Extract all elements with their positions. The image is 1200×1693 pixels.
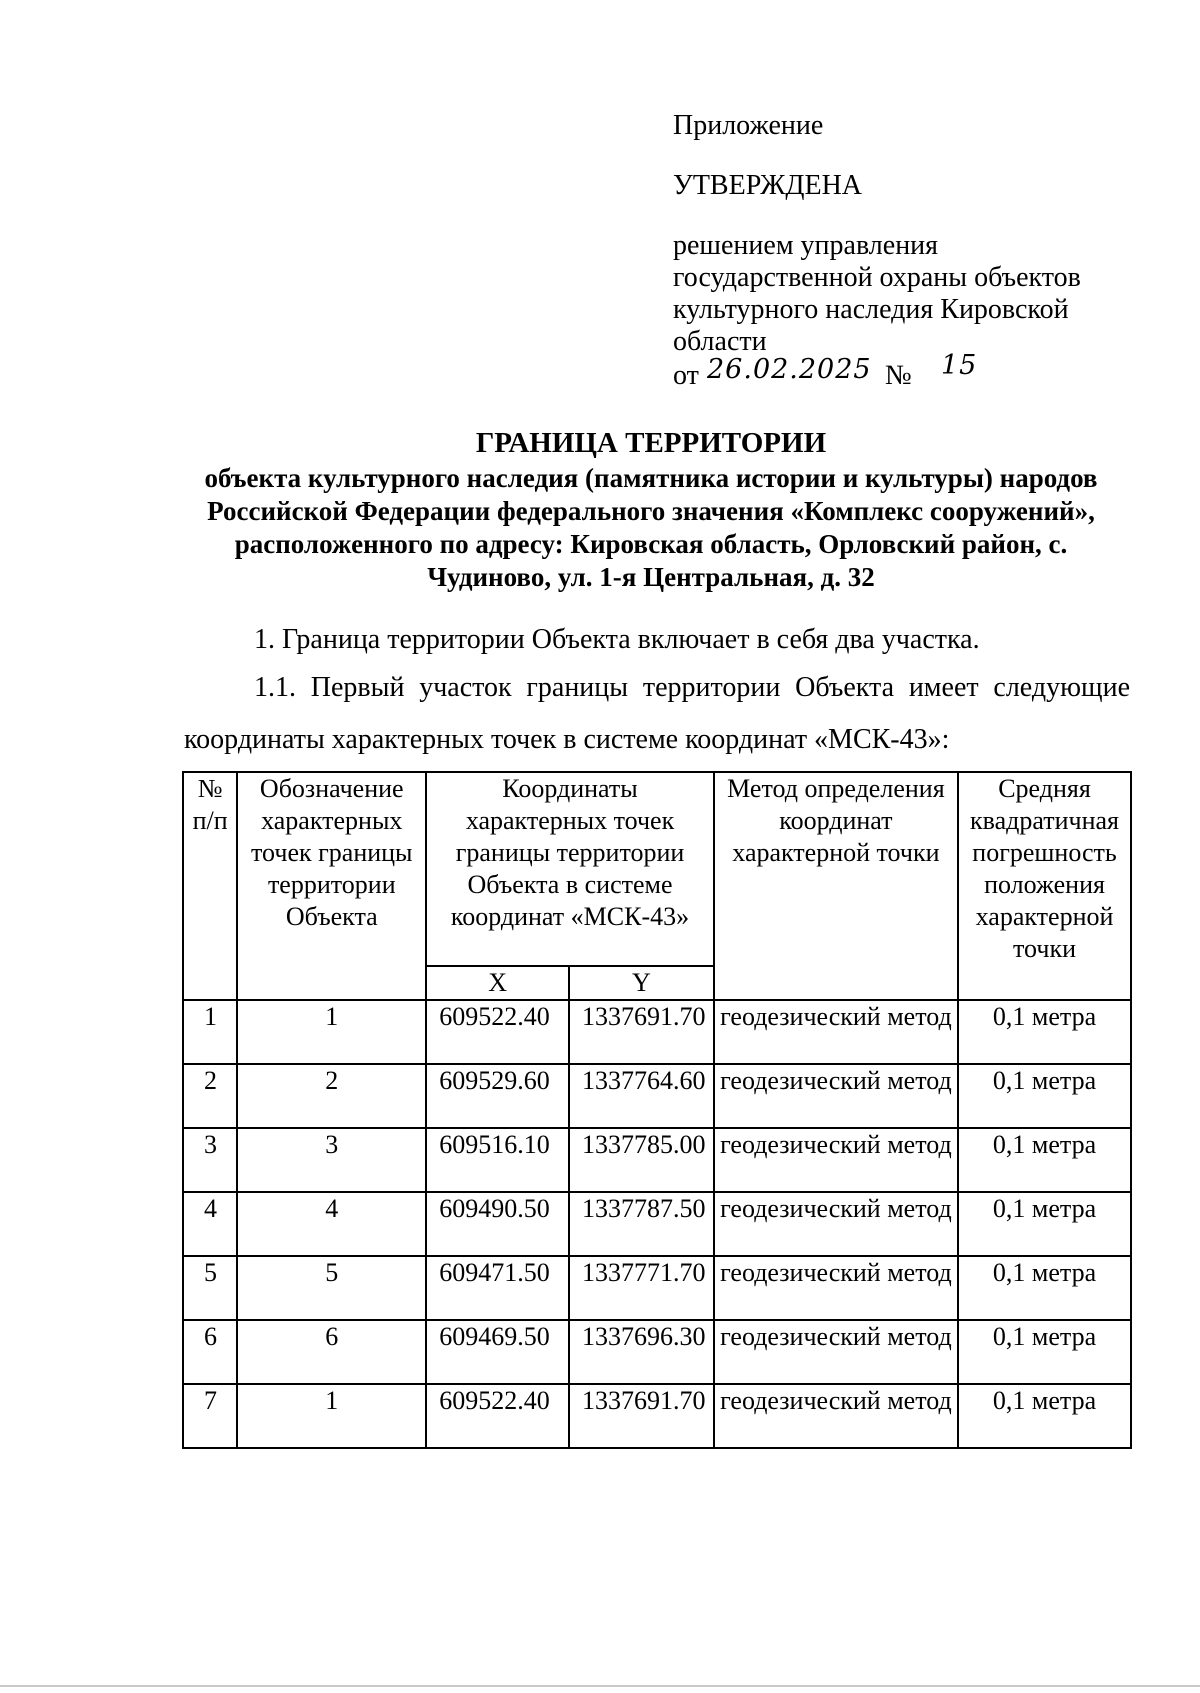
- cell-method: геодезический метод: [714, 1064, 958, 1128]
- coordinates-table: [182, 771, 1132, 1449]
- paragraph-3: координаты характерных точек в системе координат «МСК-43»:: [184, 724, 950, 755]
- header-designation: Обозначение характерных точек границы территории Объекта: [237, 772, 426, 1000]
- cell-y: 1337771.70: [569, 1256, 714, 1320]
- cell-x: 609490.50: [426, 1192, 569, 1256]
- table-row: [183, 1000, 1131, 1064]
- approved-label: УТВЕРЖДЕНА: [673, 170, 863, 201]
- cell-error: 0,1 метра: [958, 1128, 1131, 1192]
- cell-error: 0,1 метра: [958, 1384, 1131, 1448]
- cell-error: 0,1 метра: [958, 1000, 1131, 1064]
- cell-error: 0,1 метра: [958, 1256, 1131, 1320]
- paragraph-2: 1.1. Первый участок границы территории Объекта имеет следующие: [254, 672, 1130, 703]
- handwritten-number: 15: [941, 350, 978, 381]
- document-title: [170, 426, 1132, 594]
- cell-y: 1337691.70: [569, 1384, 714, 1448]
- header-coordinates: Координаты характерных точек границы территории Объекта в системе координат «МСК-43»: [426, 772, 714, 966]
- header-number: № п/п: [183, 772, 237, 1000]
- table-header-row: [183, 772, 1131, 966]
- paragraph-1: 1. Граница территории Объекта включает в себя два участка.: [254, 624, 980, 655]
- cell-point: 4: [237, 1192, 426, 1256]
- cell-error: 0,1 метра: [958, 1064, 1131, 1128]
- cell-point: 6: [237, 1320, 426, 1384]
- cell-number: 4: [183, 1192, 237, 1256]
- date-prefix: от: [673, 360, 699, 391]
- cell-method: геодезический метод: [714, 1000, 958, 1064]
- cell-x: 609471.50: [426, 1256, 569, 1320]
- title-subtitle: объекта культурного наследия (памятника истории и культуры) народов Российской Федерации федерального значения «Комплекс сооружений», расположенного по адресу: Кировская область, Орловский район, с. Чудиново, ул. 1-я Центральная, д. 32: [204, 463, 1098, 592]
- cell-method: геодезический метод: [714, 1192, 958, 1256]
- cell-number: 6: [183, 1320, 237, 1384]
- decision-text: решением управления государственной охраны объектов культурного наследия Кировской области: [673, 230, 1081, 357]
- cell-y: 1337691.70: [569, 1000, 714, 1064]
- cell-number: 3: [183, 1128, 237, 1192]
- cell-point: 1: [237, 1000, 426, 1064]
- table-row: [183, 1128, 1131, 1192]
- cell-error: 0,1 метра: [958, 1192, 1131, 1256]
- cell-point: 5: [237, 1256, 426, 1320]
- cell-error: 0,1 метра: [958, 1320, 1131, 1384]
- approval-block: [673, 110, 1133, 394]
- header-error: Средняя квадратичная погрешность положения характерной точки: [958, 772, 1131, 1000]
- handwritten-date: 26.02.2025: [707, 354, 872, 385]
- cell-method: геодезический метод: [714, 1128, 958, 1192]
- cell-method: геодезический метод: [714, 1320, 958, 1384]
- cell-y: 1337696.30: [569, 1320, 714, 1384]
- header-y: Y: [569, 966, 714, 1000]
- cell-y: 1337764.60: [569, 1064, 714, 1128]
- cell-x: 609469.50: [426, 1320, 569, 1384]
- header-x: X: [426, 966, 569, 1000]
- table-row: [183, 1192, 1131, 1256]
- title-main: ГРАНИЦА ТЕРРИТОРИИ: [475, 427, 827, 459]
- date-line: [673, 350, 1133, 394]
- cell-point: 2: [237, 1064, 426, 1128]
- cell-method: геодезический метод: [714, 1384, 958, 1448]
- table-row: [183, 1320, 1131, 1384]
- cell-x: 609522.40: [426, 1000, 569, 1064]
- cell-method: геодезический метод: [714, 1256, 958, 1320]
- cell-y: 1337785.00: [569, 1128, 714, 1192]
- cell-x: 609522.40: [426, 1384, 569, 1448]
- cell-number: 1: [183, 1000, 237, 1064]
- cell-number: 5: [183, 1256, 237, 1320]
- cell-number: 2: [183, 1064, 237, 1128]
- table-row: [183, 1064, 1131, 1128]
- cell-number: 7: [183, 1384, 237, 1448]
- number-sign: №: [885, 360, 912, 391]
- table-row: [183, 1256, 1131, 1320]
- cell-point: 3: [237, 1128, 426, 1192]
- cell-x: 609516.10: [426, 1128, 569, 1192]
- cell-point: 1: [237, 1384, 426, 1448]
- scan-edge-line: [0, 1685, 1200, 1687]
- cell-x: 609529.60: [426, 1064, 569, 1128]
- cell-y: 1337787.50: [569, 1192, 714, 1256]
- header-method: Метод определения координат характерной точки: [714, 772, 958, 1000]
- table-row: [183, 1384, 1131, 1448]
- appendix-label: Приложение: [673, 110, 824, 141]
